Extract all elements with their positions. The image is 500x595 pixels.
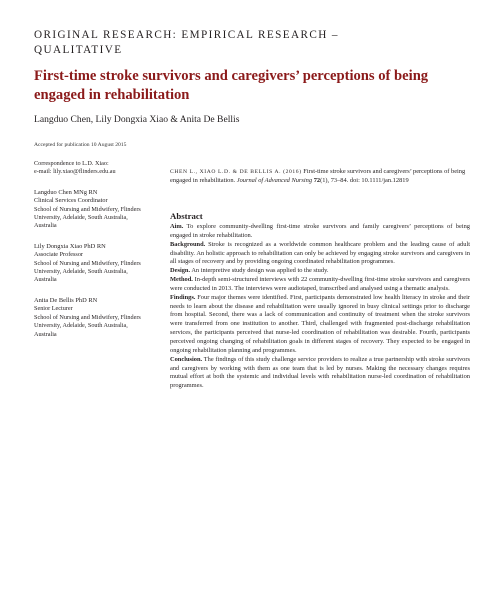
abstract-label: Background. xyxy=(170,240,206,248)
author-role: Clinical Services Coordinator xyxy=(34,197,108,205)
author-affiliation-line: University, Adelaide, South Australia, xyxy=(34,322,128,330)
citation-journal: Journal of Advanced Nursing xyxy=(236,176,313,184)
correspondence-line: Correspondence to L.D. Xiao: xyxy=(34,160,109,167)
abstract-heading: Abstract xyxy=(170,211,203,221)
abstract-label: Design. xyxy=(170,267,191,275)
author-affiliation xyxy=(34,189,154,231)
abstract-text: An interpretive study design was applied to the study. xyxy=(191,267,329,275)
abstract-label: Aim. xyxy=(170,223,184,230)
article-title-line1: First-time stroke survivors and caregivers’ perceptions of being xyxy=(34,68,429,84)
author-role: Associate Professor xyxy=(34,251,83,259)
section-label-line1: ORIGINAL RESEARCH: EMPIRICAL RESEARCH – xyxy=(34,29,339,41)
author-affiliation-line: School of Nursing and Midwifery, Flinders xyxy=(34,259,141,267)
abstract-paragraph-design xyxy=(170,267,470,276)
author-name: Langduo Chen MNg RN xyxy=(34,188,98,196)
abstract-text: Stroke is recognized as a worldwide common healthcare problem and the leading cause of adult disability. An holistic approach to rehabilitation can only be achieved by engaging stroke survivors and caregivers in all stages of recovery and by providing ongoing coordinated rehabilitation programmes. xyxy=(170,240,470,266)
abstract-text: Four major themes were identified. First, participants demonstrated low health literacy in stroke and their needs to learn about the disease and rehabilitation were usually ignored in busy clinical settings prior to discharge from hospital. Second, there was a lack of communication and continuity of treatment when the stroke survivors were transferred from one institution to another. Third, challenged with fragmented post-discharge rehabilitation services, the participants perceived that nurse-led coordination of rehabilitation was desirable. Fourth, participants perceived ongoing changing of rehabilitation goals in different stages of recovery. They expected to be engaged in ongoing rehabilitation planning and programmes. xyxy=(170,293,470,354)
author-affiliation-line: University, Adelaide, South Australia, xyxy=(34,214,128,222)
abstract-text: To explore community-dwelling first-time stroke survivors and family caregivers’ perceptions of being engaged in stroke rehabilitation. xyxy=(170,223,470,239)
abstract-paragraph-aim xyxy=(170,223,470,241)
author-affiliation xyxy=(34,243,154,285)
author-affiliation-line: School of Nursing and Midwifery, Flinders xyxy=(34,313,141,321)
accepted-date: Accepted for publication 10 August 2015 xyxy=(34,142,127,148)
author-sidebar xyxy=(34,160,154,351)
article-title xyxy=(34,67,464,105)
abstract-label: Conclusion. xyxy=(170,355,203,363)
author-list: Langduo Chen, Lily Dongxia Xiao & Anita De Bellis xyxy=(34,114,240,125)
author-affiliation-line: School of Nursing and Midwifery, Flinders xyxy=(34,205,141,213)
author-affiliation-line: University, Adelaide, South Australia, xyxy=(34,268,128,276)
author-role: Senior Lecturer xyxy=(34,305,73,313)
citation-text: First-time stroke survivors and caregivers’ perceptions of being engaged in rehabilitation. xyxy=(170,168,466,184)
section-label xyxy=(34,28,474,58)
abstract-paragraph-background xyxy=(170,241,470,268)
author-affiliation-line: Australia xyxy=(34,222,57,230)
abstract-label: Method. xyxy=(170,276,193,284)
abstract xyxy=(170,211,470,391)
article-title-line2: engaged in rehabilitation xyxy=(34,87,190,103)
correspondence-block xyxy=(34,160,154,177)
abstract-paragraph-conclusion xyxy=(170,356,470,391)
author-name: Anita De Bellis PhD RN xyxy=(34,296,98,304)
citation-pages[interactable]: (1), 73–84. doi: 10.1111/jan.12819 xyxy=(320,176,409,184)
abstract-label: Findings. xyxy=(170,293,196,301)
abstract-text: In-depth semi-structured interviews with 22 community-dwelling first-time stroke survivors and caregivers were conducted in 2013. The interviews were audiotaped, transcribed and analysed using a thematic analysis. xyxy=(170,276,470,292)
abstract-text: The findings of this study challenge service providers to realize a true partnership with stroke survivors and caregivers by working with them as one team that is led by nurses. Making the necessary changes requires mutual effort at both the systemic and individual levels with rehabilitation nurse-led coordination of rehabilitation programmes. xyxy=(170,355,470,390)
author-name: Lily Dongxia Xiao PhD RN xyxy=(34,242,106,250)
citation-volume: 72 xyxy=(313,176,321,184)
section-label-line2: QUALITATIVE xyxy=(34,44,123,56)
author-affiliation xyxy=(34,297,154,339)
abstract-paragraph-findings xyxy=(170,294,470,356)
author-affiliation-line: Australia xyxy=(34,276,57,284)
correspondence-email[interactable]: e-mail: lily.xiao@flinders.edu.au xyxy=(34,168,116,176)
citation-authors: CHEN L., XIAO L.D. & DE BELLIS A. (2016) xyxy=(170,169,302,175)
citation-block xyxy=(170,168,470,186)
abstract-paragraph-method xyxy=(170,276,470,294)
author-affiliation-line: Australia xyxy=(34,330,57,338)
